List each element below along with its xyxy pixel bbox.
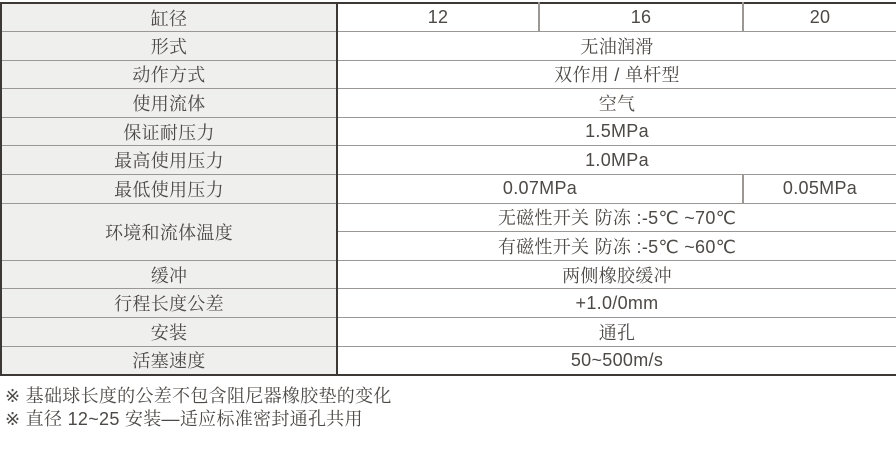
row-label-type: 形式 (1, 32, 337, 61)
min-pressure-value-12-16: 0.07MPa (337, 175, 743, 204)
row-label-min-pressure: 最低使用压力 (1, 175, 337, 204)
row-label-max-pressure: 最高使用压力 (1, 146, 337, 175)
action-value: 双作用 / 单杆型 (337, 60, 896, 89)
row-label-action: 动作方式 (1, 60, 337, 89)
row-stroke-tolerance (1, 289, 896, 318)
proof-pressure-value: 1.5MPa (337, 117, 896, 146)
row-label-fluid: 使用流体 (1, 89, 337, 118)
row-label-mounting: 安装 (1, 318, 337, 347)
footnote-1: ※ 基础球长度的公差不包含阻尼器橡胶垫的变化 (5, 385, 392, 406)
row-max-pressure (1, 146, 896, 175)
row-label-cushion: 缓冲 (1, 260, 337, 289)
row-piston-speed (1, 346, 896, 375)
cushion-value: 两侧橡胶缓冲 (337, 260, 896, 289)
row-bore (1, 3, 896, 32)
temperature-no-switch-value: 无磁性开关 防冻 :-5℃ ~70℃ (337, 203, 896, 232)
row-label-proof-pressure: 保证耐压力 (1, 117, 337, 146)
row-cushion (1, 260, 896, 289)
max-pressure-value: 1.0MPa (337, 146, 896, 175)
bore-value-16: 16 (539, 3, 743, 32)
footnotes (0, 385, 896, 431)
bore-value-20: 20 (743, 3, 896, 32)
type-value: 无油润滑 (337, 32, 896, 61)
temperature-with-switch-value: 有磁性开关 防冻 :-5℃ ~60℃ (337, 232, 896, 261)
row-label-bore: 缸径 (1, 3, 337, 32)
row-temperature-no-switch (1, 203, 896, 232)
mounting-value: 通孔 (337, 318, 896, 347)
row-proof-pressure (1, 117, 896, 146)
specification-table (0, 2, 896, 376)
row-type (1, 32, 896, 61)
row-action (1, 60, 896, 89)
row-mounting (1, 318, 896, 347)
bore-value-12: 12 (337, 3, 539, 32)
row-label-piston-speed: 活塞速度 (1, 346, 337, 375)
fluid-value: 空气 (337, 89, 896, 118)
footnote-2: ※ 直径 12~25 安装—适应标准密封通孔共用 (5, 408, 363, 429)
row-label-temperature: 环境和流体温度 (1, 203, 337, 260)
row-fluid (1, 89, 896, 118)
row-label-stroke-tolerance: 行程长度公差 (1, 289, 337, 318)
min-pressure-value-20: 0.05MPa (743, 175, 896, 204)
piston-speed-value: 50~500m/s (337, 346, 896, 375)
row-min-pressure (1, 175, 896, 204)
stroke-tolerance-value: +1.0/0mm (337, 289, 896, 318)
